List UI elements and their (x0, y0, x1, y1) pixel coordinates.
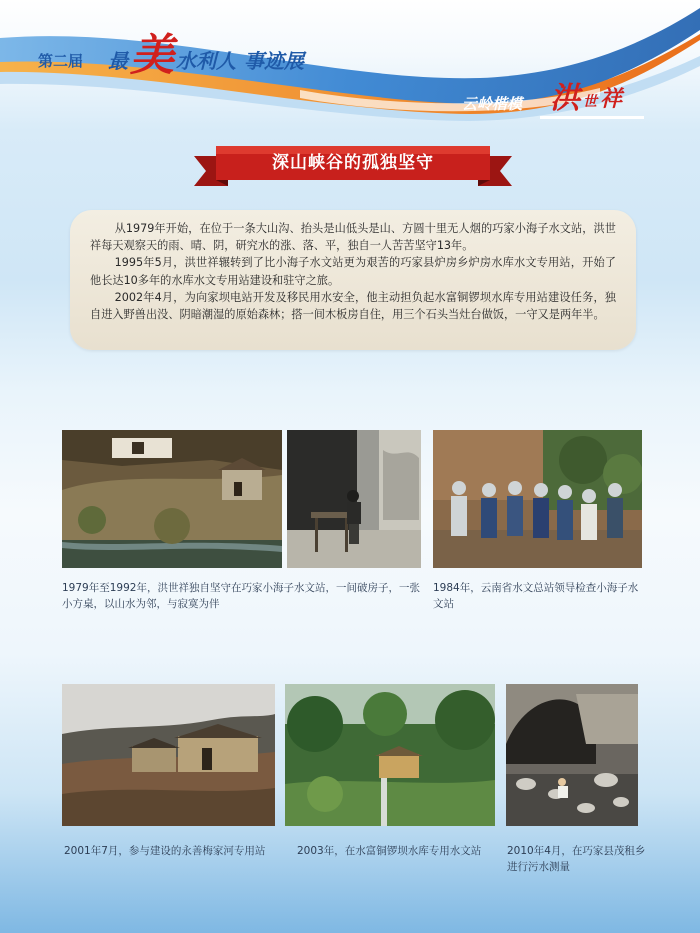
story-paragraph-3: 2002年4月，为向家坝电站开发及移民用水安全，他主动担负起水富铜锣坝水库专用站建设任务，独自进入野兽出没、阴暗潮湿的原始森林；搭一间木板房自住，用三个石头当灶台做饭，一守又是两年半。 (90, 290, 616, 322)
photo-sewage-measurement (506, 684, 638, 826)
model-name-char-3: 祥 (600, 86, 623, 112)
model-name (544, 82, 628, 115)
photo-leaders-inspection (433, 430, 642, 568)
model-name-char-2: 世 (583, 94, 597, 110)
header-swoosh (0, 0, 700, 140)
story-textbox (70, 210, 636, 350)
caption-photo-4: 2003年，在水富铜锣坝水库专用水文站 (297, 845, 482, 857)
title-word-4: 事迹展 (244, 49, 304, 73)
exhibition-title (108, 28, 304, 81)
story-paragraph-2: 1995年5月，洪世祥辗转到了比小海子水文站更为艰苦的巧家县炉房乡炉房水库水文专用站，开始了他长达10多年的水库水文专用站建设和驻守之旅。 (90, 256, 616, 287)
photo-meijiahe-station (62, 684, 275, 826)
story-paragraph-1: 从1979年开始，在位于一条大山沟、抬头是山低头是山、方圆十里无人烟的巧家小海子水文站，洪世祥每天观察天的雨、晴、阴，研究水的涨、落、平，独自一人苦苦坚守13年。 (90, 222, 616, 253)
section-title: 深山峡谷的孤独坚守 (272, 153, 434, 173)
title-word-2: 美 (130, 30, 174, 81)
caption-photo-5: 2010年4月，在巧家县茂租乡进行污水测量 (507, 845, 646, 873)
caption-photo-3: 2001年7月，参与建设的永善梅家河专用站 (64, 845, 266, 857)
photo-tongluoba-station (285, 684, 495, 826)
model-name-underline (540, 116, 644, 119)
model-name-char-1: 洪 (550, 81, 580, 116)
caption-photo-1: 1979年至1992年，洪世祥独自坚守在巧家小海子水文站，一间破房子，一张小方桌，以山水为邻，与寂寞为伴 (62, 582, 420, 610)
photo-office-desk (287, 430, 421, 568)
photo-xiaohaizi-station (62, 430, 282, 568)
caption-photo-2: 1984年，云南省水文总站领导检查小海子水文站 (433, 582, 639, 610)
exhibition-series: 第二届 (38, 52, 84, 70)
title-word-1: 最 (108, 49, 128, 73)
model-label: 云岭楷模 (462, 95, 523, 113)
title-word-3: 水利人 (176, 49, 236, 73)
